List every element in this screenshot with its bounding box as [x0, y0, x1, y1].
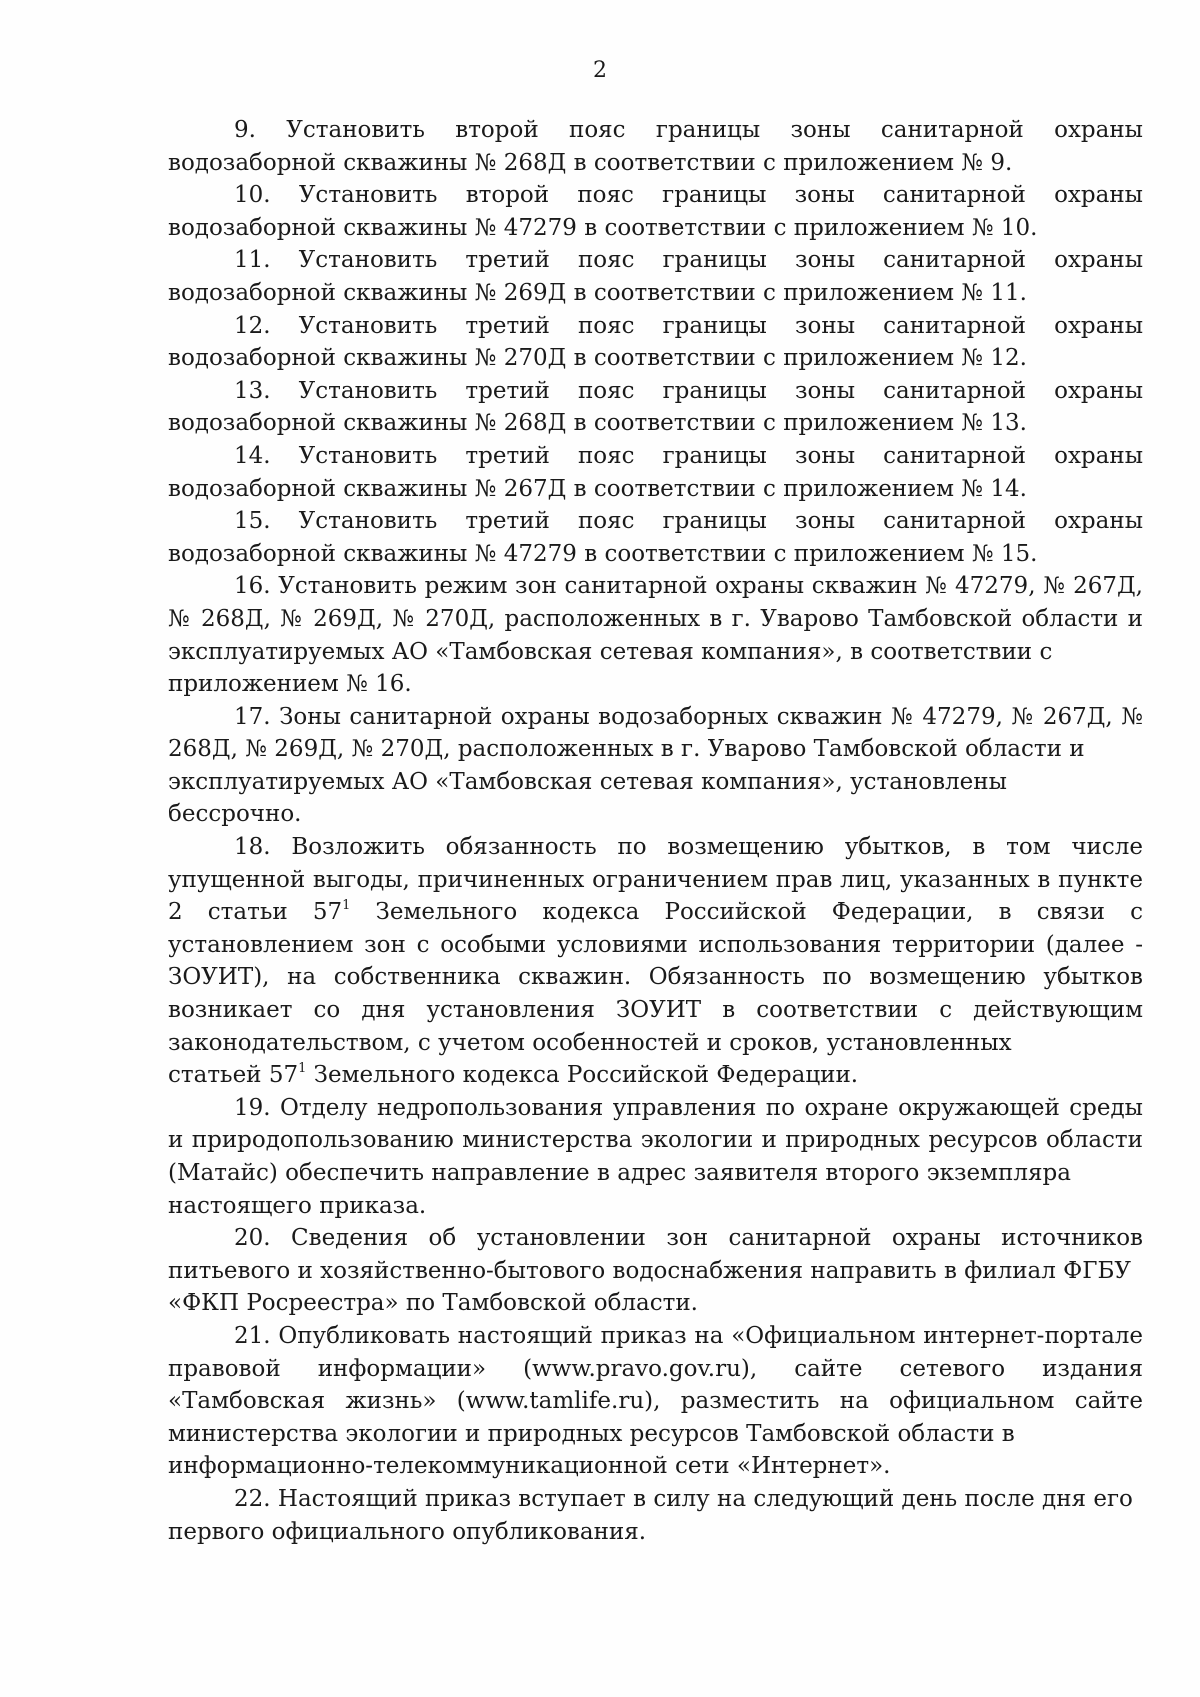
page-number: 2 — [593, 58, 607, 83]
clause-14 — [168, 440, 1143, 505]
clause-15 — [168, 505, 1143, 570]
clause-line-end: водозаборной скважины № 269Д в соответствии с приложением № 11. — [168, 279, 1027, 306]
clause-line-end: водозаборной скважины № 268Д в соответствии с приложением № 9. — [168, 149, 1013, 176]
clause-line-end: водозаборной скважины № 267Д в соответствии с приложением № 14. — [168, 475, 1027, 502]
clause-line: 9. Установить второй пояс границы зоны санитарной охраны — [234, 117, 1143, 143]
clause-12 — [168, 310, 1143, 375]
clause-line: 13. Установить третий пояс границы зоны санитарной охраны — [234, 377, 1143, 404]
clause-16: 16. Установить режим зон санитарной охраны скважин № 47279, № 267Д, № 268Д, № 269Д, № 270Д, расположенных в г. Уварово Тамбовской области и эксплуатируемых АО «Тамбовская сетевая компания», в соответствии с приложением № 16. — [168, 573, 1143, 698]
clause-22: 22. Настоящий приказ вступает в силу на следующий день после дня его первого официального опубликования. — [168, 1485, 1133, 1545]
clause-20: 20. Сведения об установлении зон санитарной охраны источников питьевого и хозяйственно-бытового водоснабжения направить в филиал ФГБУ «ФКП Росреестра» по Тамбовской области. — [168, 1225, 1143, 1317]
clause-18-last-line: статьей $57^1$ Земельного кодекса Российской Федерации. — [168, 1060, 859, 1089]
clause-line-end: водозаборной скважины № 47279 в соответствии с приложением № 15. — [168, 540, 1038, 567]
clause-line-end: водозаборной скважины № 270Д в соответствии с приложением № 12. — [168, 345, 1027, 372]
clause-line-end: водозаборной скважины № 268Д в соответствии с приложением № 13. — [168, 410, 1027, 437]
clause-10 — [168, 179, 1143, 244]
clause-line: 15. Установить третий пояс границы зоны санитарной охраны — [234, 508, 1143, 535]
clause-line: 11. Установить третий пояс границы зоны санитарной охраны — [234, 247, 1143, 274]
clause-18: 18. Возложить обязанность по возмещению убытков, в том числе упущенной выгоды, причиненных ограничением прав лиц, указанных в пункте 2 статьи $57^1$ Земельного кодекса Российской Федерации, в связи с установлением зон с особыми условиями использования территории (далее - ЗОУИТ), на собственника скважин. Обязанность по возмещению убытков возникает со дня установления ЗОУИТ в соответствии с действующим законодательством, с учетом особенностей и сроков, установленных статьей $57^1$ Земельного кодекса Российской Федерации. — [168, 831, 1143, 1092]
superscript: 1 — [298, 1060, 307, 1076]
clause-line: 10. Установить второй пояс границы зоны санитарной охраны — [234, 182, 1143, 209]
order-text — [168, 114, 1143, 1548]
clause-11 — [168, 244, 1143, 309]
clause-line-end: водозаборной скважины № 47279 в соответствии с приложением № 10. — [168, 214, 1038, 241]
clause-line: 12. Установить третий пояс границы зоны санитарной охраны — [234, 312, 1143, 339]
clause-9 — [168, 114, 1143, 179]
clause-21: 21. Опубликовать настоящий приказ на «Официальном интернет-портале правовой информации» (www.pravo.gov.ru), сайте сетевого издания «Тамбовская жизнь» (www.tamlife.ru), разместить на официальном сайте министерства экологии и природных ресурсов Тамбовской области в информационно-телекоммуникационной сети «Интернет». — [168, 1322, 1143, 1480]
clause-line: 14. Установить третий пояс границы зоны санитарной охраны — [234, 442, 1143, 469]
clause-13 — [168, 375, 1143, 440]
clause-17: 17. Зоны санитарной охраны водозаборных скважин № 47279, № 267Д, № 268Д, № 269Д, № 270Д, расположенных в г. Уварово Тамбовской области и эксплуатируемых АО «Тамбовская сетевая компания», установлены бессрочно. — [168, 703, 1143, 828]
superscript: 1 — [342, 897, 351, 913]
clause-19: 19. Отделу недропользования управления по охране окружающей среды и природопользованию министерства экологии и природных ресурсов области (Матайс) обеспечить направление в адрес заявителя второго экземпляра настоящего приказа. — [168, 1094, 1143, 1219]
